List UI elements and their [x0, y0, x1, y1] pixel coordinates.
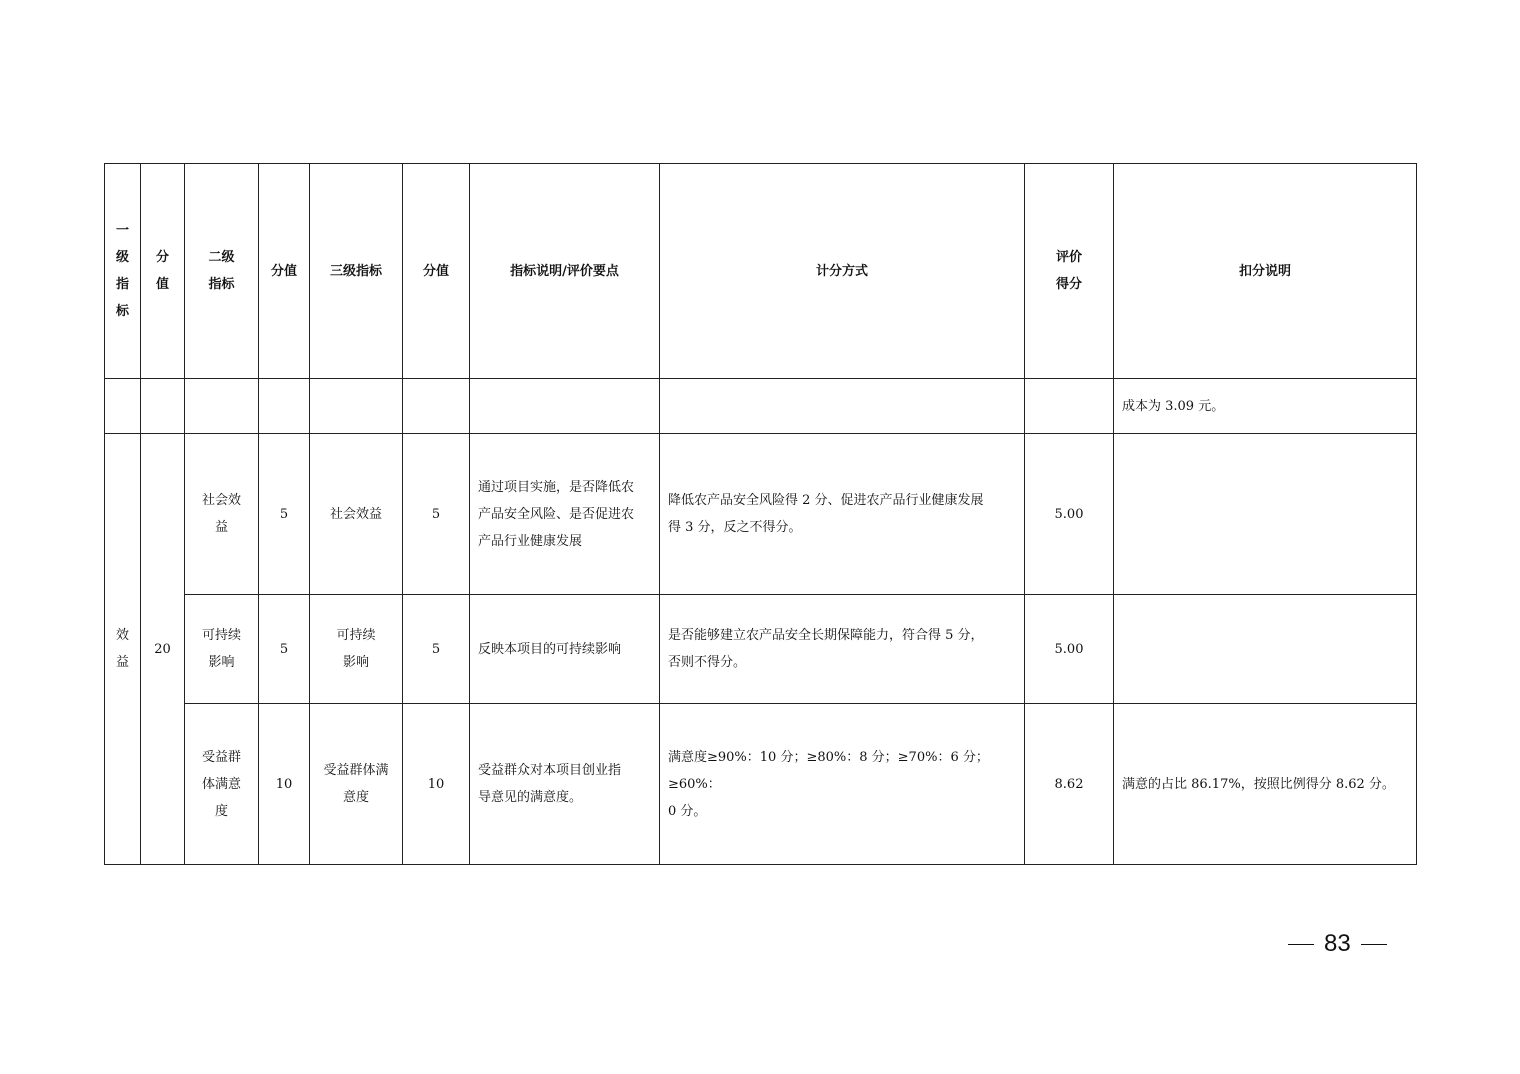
method-cell: 满意度≥90%：10 分；≥80%：8 分；≥70%：6 分；≥60%： 0 分。: [660, 704, 1025, 865]
table-row: [105, 704, 1417, 865]
header-level2: 二级 指标: [185, 164, 259, 379]
desc-cell: 通过项目实施，是否降低农 产品安全风险、是否促进农 产品行业健康发展: [470, 434, 660, 595]
header-score1: 分 值: [141, 164, 185, 379]
header-score3: 分值: [403, 164, 470, 379]
table-row: [105, 595, 1417, 704]
table-row: [105, 379, 1417, 434]
page-number-right-dash: [1361, 944, 1387, 945]
eval-score-cell: 5.00: [1025, 595, 1114, 704]
deduct-cell: 满意的占比 86.17%，按照比例得分 8.62 分。: [1114, 704, 1417, 865]
table-header-row: [105, 164, 1417, 379]
header-deduct: 扣分说明: [1114, 164, 1417, 379]
level2-cell: 可持续 影响: [185, 595, 259, 704]
group-level1-cell: 效 益: [105, 434, 141, 865]
level3-cell: 社会效益: [310, 434, 403, 595]
page-number-text: 83: [1324, 930, 1351, 957]
page-number-left-dash: [1288, 944, 1314, 945]
header-desc: 指标说明/评价要点: [470, 164, 660, 379]
level3-cell: 受益群体满 意度: [310, 704, 403, 865]
eval-score-cell: 8.62: [1025, 704, 1114, 865]
level3-cell: 可持续 影响: [310, 595, 403, 704]
page-number: [1288, 930, 1387, 958]
group-score-cell: 20: [141, 434, 185, 865]
score2-cell: 5: [259, 595, 310, 704]
deduct-cell: [1114, 434, 1417, 595]
header-score2: 分值: [259, 164, 310, 379]
score2-cell: 10: [259, 704, 310, 865]
score3-cell: 10: [403, 704, 470, 865]
header-eval: 评价 得分: [1025, 164, 1114, 379]
deduct-cell: [1114, 595, 1417, 704]
evaluation-table: [104, 163, 1417, 865]
level2-cell: 社会效 益: [185, 434, 259, 595]
desc-cell: 反映本项目的可持续影响: [470, 595, 660, 704]
carry-deduct-cell: 成本为 3.09 元。: [1114, 379, 1417, 434]
method-cell: 是否能够建立农产品安全长期保障能力，符合得 5 分， 否则不得分。: [660, 595, 1025, 704]
header-level1: 一 级 指 标: [105, 164, 141, 379]
table-row: [105, 434, 1417, 595]
score3-cell: 5: [403, 595, 470, 704]
header-level3: 三级指标: [310, 164, 403, 379]
score3-cell: 5: [403, 434, 470, 595]
desc-cell: 受益群众对本项目创业指 导意见的满意度。: [470, 704, 660, 865]
method-cell: 降低农产品安全风险得 2 分、促进农产品行业健康发展 得 3 分，反之不得分。: [660, 434, 1025, 595]
score2-cell: 5: [259, 434, 310, 595]
header-method: 计分方式: [660, 164, 1025, 379]
level2-cell: 受益群 体满意 度: [185, 704, 259, 865]
eval-score-cell: 5.00: [1025, 434, 1114, 595]
